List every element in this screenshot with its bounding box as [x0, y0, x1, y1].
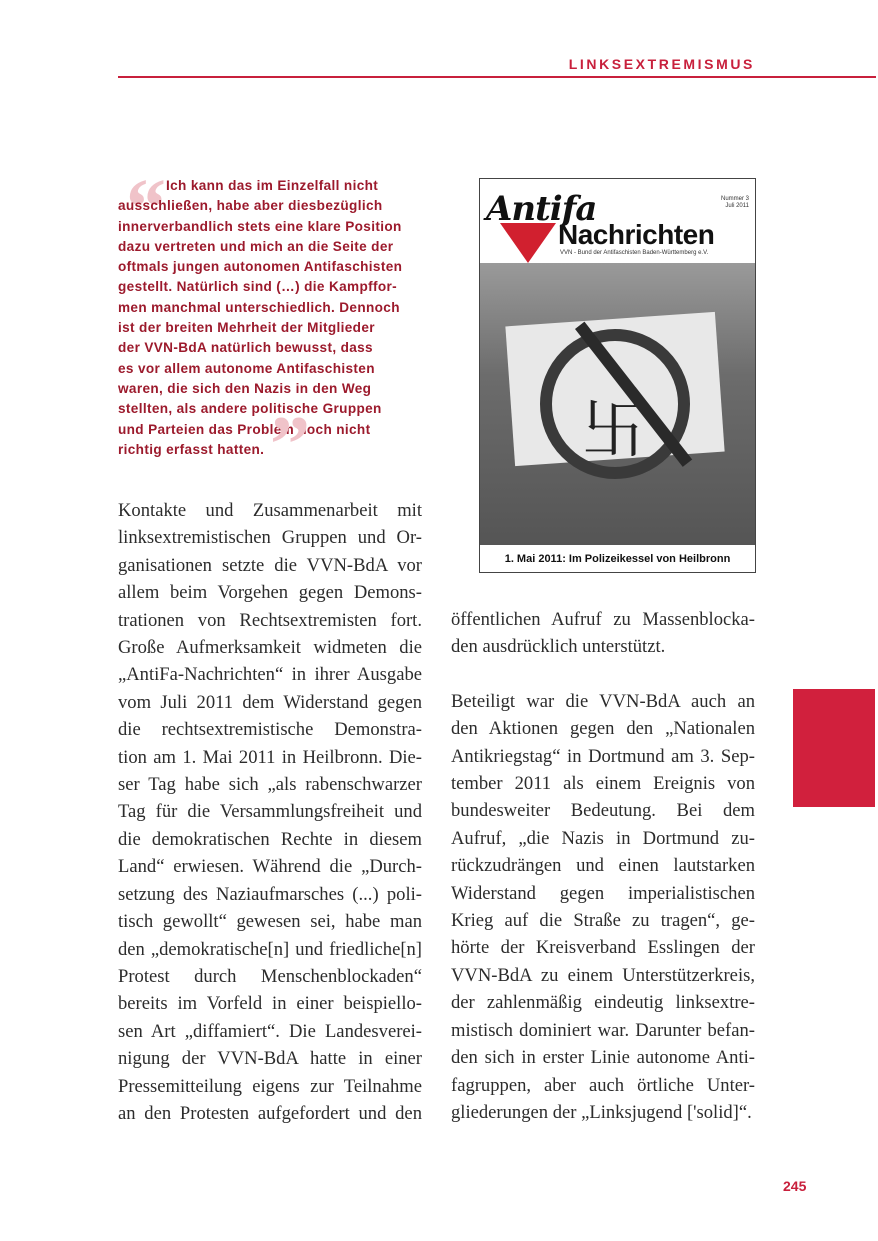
header-rule: [118, 76, 876, 78]
quote-line: gestellt. Natürlich sind (…) die Kampffor-: [118, 279, 398, 295]
text-line: vom Juli 2011 dem Widerstand gegen: [118, 691, 422, 713]
cover-issue-number: Nummer 3: [720, 196, 749, 202]
text-line: trationen von Rechtsextremisten fort.: [118, 609, 422, 631]
quote-line: innerverbandlich stets eine klare Position: [118, 218, 402, 234]
text-line: Land“ erwiesen. Während die „Durch-: [118, 856, 422, 878]
quote-line: men manchmal unterschiedlich. Dennoch: [118, 299, 400, 315]
text-line: nigung der VVN-BdA hatte in einer: [118, 1048, 422, 1070]
text-line: hörte der Kreisverband Esslingen der: [451, 937, 755, 959]
text-line: mistisch dominiert war. Darunter befan-: [451, 1019, 755, 1041]
text-line: allem beim Vorgehen gegen Demons-: [118, 582, 422, 604]
pull-quote: [118, 176, 463, 460]
text-line: Beteiligt war die VVN-BdA auch an: [451, 690, 755, 712]
quote-line: ist der breiten Mehrheit der Mitglieder: [118, 320, 375, 336]
text-line: Aufruf, „die Nazis in Dortmund zu-: [451, 827, 755, 849]
text-line: gliederungen der „Linksjugend ['solid]“.: [451, 1101, 752, 1123]
text-line: die demokratischen Rechte in diesem: [118, 828, 422, 850]
body-column-left: [118, 497, 422, 1127]
quote-line: der VVN-BdA natürlich bewusst, dass: [118, 340, 373, 356]
red-triangle-icon: [500, 223, 556, 263]
quote-line: richtig erfasst hatten.: [118, 441, 265, 457]
page-number: 245: [783, 1178, 807, 1194]
paragraph-gap: [451, 661, 755, 688]
text-line: Antikriegstag“ in Dortmund am 3. Sep-: [451, 745, 755, 767]
open-quote-mark-icon: “: [126, 164, 166, 252]
cover-logo-word: Antifa: [486, 189, 597, 229]
text-line: rückzudrängen und einen lautstarken: [451, 855, 755, 877]
text-line: tion am 1. Mai 2011 in Heilbronn. Die-: [118, 746, 422, 768]
text-line: tisch gewollt“ gewesen sei, habe man: [118, 911, 422, 933]
text-line: der zahlenmäßig eindeutig linksextre-: [451, 992, 755, 1014]
text-line: den „demokratische[n] und friedliche[n]: [118, 938, 422, 960]
text-line: den sich in erster Linie autonome Anti-: [451, 1047, 755, 1069]
text-line: setzung des Naziaufmarsches (...) poli-: [118, 883, 422, 905]
text-line: bereits im Vorfeld in einer beispiello-: [118, 993, 422, 1015]
text-line: die rechtsextremistische Demonstra-: [118, 719, 422, 741]
crossed-symbol-icon: 卐: [582, 394, 646, 468]
cover-caption: 1. Mai 2011: Im Polizeikessel von Heilbronn: [480, 545, 755, 572]
cover-title: Nachrichten: [558, 219, 715, 250]
text-line: bundesweiter Bedeutung. Bei dem: [451, 800, 755, 822]
text-line: „AntiFa-Nachrichten“ in ihrer Ausgabe: [118, 664, 422, 686]
quote-line: dazu vertreten und mich an die Seite der: [118, 238, 394, 254]
quote-line: waren, die sich den Nazis in den Weg: [118, 380, 372, 396]
text-line: ser Tag habe sich „als rabenschwarzer: [118, 774, 422, 796]
cover-issue-date: Juli 2011: [725, 203, 749, 209]
quote-line: oftmals jungen autonomen Antifaschisten: [118, 259, 403, 275]
close-quote-mark-icon: ”: [270, 401, 310, 489]
text-line: tember 2011 als einem Ereignis von: [451, 773, 755, 795]
cover-subtitle: VVN - Bund der Antifaschisten Baden-Württemberg e.V.: [560, 250, 709, 256]
running-header: LINKSEXTREMISMUS: [568, 56, 755, 72]
chapter-side-tab: [793, 689, 875, 807]
quote-line: ausschließen, habe aber diesbezüglich: [118, 198, 383, 214]
magazine-cover-image: [479, 178, 756, 573]
quote-line: es vor allem autonome Antifaschisten: [118, 360, 375, 376]
text-line: den ausdrücklich unterstützt.: [451, 636, 666, 658]
text-line: an den Protesten aufgefordert und den: [118, 1102, 422, 1124]
text-line: den Aktionen gegen den „Nationalen: [451, 718, 755, 740]
text-line: Tag für die Versammlungsfreiheit und: [118, 801, 422, 823]
text-line: VVN-BdA zu einem Unterstützerkreis,: [451, 964, 755, 986]
text-line: öffentlichen Aufruf zu Massenblocka-: [451, 609, 755, 630]
text-line: Krieg auf die Straße zu tragen“, ge-: [451, 910, 755, 932]
text-line: Kontakte und Zusammenarbeit mit: [118, 500, 422, 521]
quote-line: stellten, als andere politische Gruppen: [118, 401, 382, 417]
text-line: Protest durch Menschenblockaden“: [118, 965, 422, 987]
text-line: ganisationen setzte die VVN-BdA vor: [118, 554, 422, 576]
text-line: Große Aufmerksamkeit widmeten die: [118, 637, 422, 659]
text-line: linksextremistischen Gruppen und Or-: [118, 527, 422, 549]
cover-issue: [721, 196, 749, 210]
body-column-right: [451, 606, 755, 1126]
text-line: sen Art „diffamiert“. Die Landesverei-: [118, 1020, 422, 1042]
text-line: Widerstand gegen imperialistischen: [451, 882, 755, 904]
quote-line: und Parteien das Problem noch nicht: [118, 421, 371, 437]
quote-line: Ich kann das im Einzelfall nicht: [166, 178, 379, 193]
text-line: Pressemitteilung eigens zur Teilnahme: [118, 1075, 422, 1097]
text-line: fagruppen, aber auch örtliche Unter-: [451, 1074, 755, 1096]
